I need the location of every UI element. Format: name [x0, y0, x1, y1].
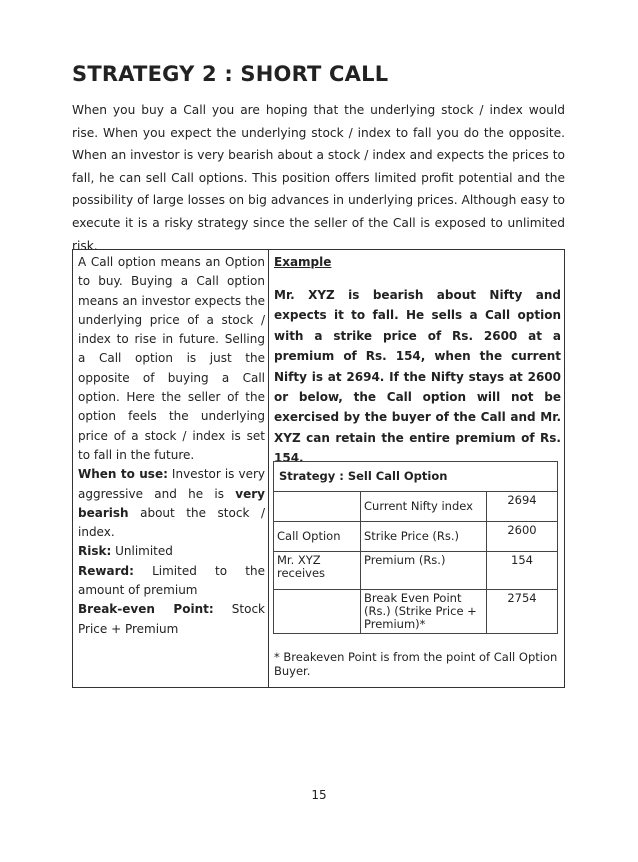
reward-label: Reward:: [78, 563, 134, 578]
when-to-use-text-2: about the stock / index.: [78, 505, 265, 540]
breakeven-label: Break-even Point:: [78, 602, 214, 617]
risk-text: Unlimited: [111, 544, 173, 559]
table-cell: Premium (Rs.): [361, 552, 487, 590]
table-row: [274, 552, 558, 590]
left-column: [78, 253, 265, 639]
table-cell: 2694: [487, 492, 558, 522]
table-cell: Mr. XYZ receives: [274, 552, 361, 590]
when-to-use-text-1: Investor is very aggressive and he is: [78, 467, 265, 501]
footnote: * Breakeven Point is from the point of Call Option Buyer.: [274, 650, 558, 678]
risk-label: Risk:: [78, 544, 112, 559]
page-title: STRATEGY 2 : SHORT CALL: [72, 62, 389, 86]
table-cell: 154: [487, 552, 558, 590]
table-cell: 2754: [487, 590, 558, 634]
table-cell: [274, 492, 361, 522]
breakeven: [78, 600, 265, 639]
intro-paragraph: When you buy a Call you are hoping that the underlying stock / index would rise. When you expect the underlying stock / index to fall you do the opposite. When an investor is very bearish about a stock / index and expects the prices to fall, he can sell Call options. This position offers limited profit potential and the possibility of large losses on big advances in underlying prices. Although easy to execute it is a risky strategy since the seller of the Call is exposed to unlimited risk.: [72, 103, 565, 253]
when-to-use-bold: very bearish: [78, 486, 265, 520]
table-cell: 2600: [487, 522, 558, 552]
table-row: [274, 522, 558, 552]
when-to-use-label: When to use:: [78, 467, 168, 482]
strategy-table: [273, 461, 558, 634]
table-header: Strategy : Sell Call Option: [274, 462, 558, 492]
table-cell: Strike Price (Rs.): [361, 522, 487, 552]
strategy-box: [72, 249, 565, 688]
table-cell: Break Even Point (Rs.) (Strike Price + Premium)*: [361, 590, 487, 634]
when-to-use: [78, 465, 265, 542]
page-number: 15: [311, 788, 327, 802]
example-label: Example: [274, 255, 332, 269]
table-header-row: [274, 462, 558, 492]
call-option-description: A Call option means an Option to buy. Buying a Call option means an investor expects the underlying price of a stock / index to rise in future. Selling a Call option is just the opposite of buying a Call option. Here the seller of the option feels the underlying price of a stock / index is set to fall in the future.: [78, 255, 265, 462]
table-row: [274, 590, 558, 634]
table-cell: Current Nifty index: [361, 492, 487, 522]
example-text: Mr. XYZ is bearish about Nifty and expects it to fall. He sells a Call option with a strike price of Rs. 2600 at a premium of Rs. 154, when the current Nifty is at 2694. If the Nifty stays at 2600 or below, the Call option will not be exercised by the buyer of the Call and Mr. XYZ can retain the entire premium of Rs. 154.: [274, 288, 561, 466]
table-row: [274, 492, 558, 522]
table-cell: [274, 590, 361, 634]
breakeven-text: Stock Price + Premium: [78, 602, 265, 636]
table-cell: Call Option: [274, 522, 361, 552]
reward: [78, 562, 265, 601]
column-divider: [268, 250, 269, 687]
right-column: [274, 253, 561, 469]
reward-text: Limited to the amount of premium: [78, 563, 265, 598]
risk: [78, 542, 265, 561]
